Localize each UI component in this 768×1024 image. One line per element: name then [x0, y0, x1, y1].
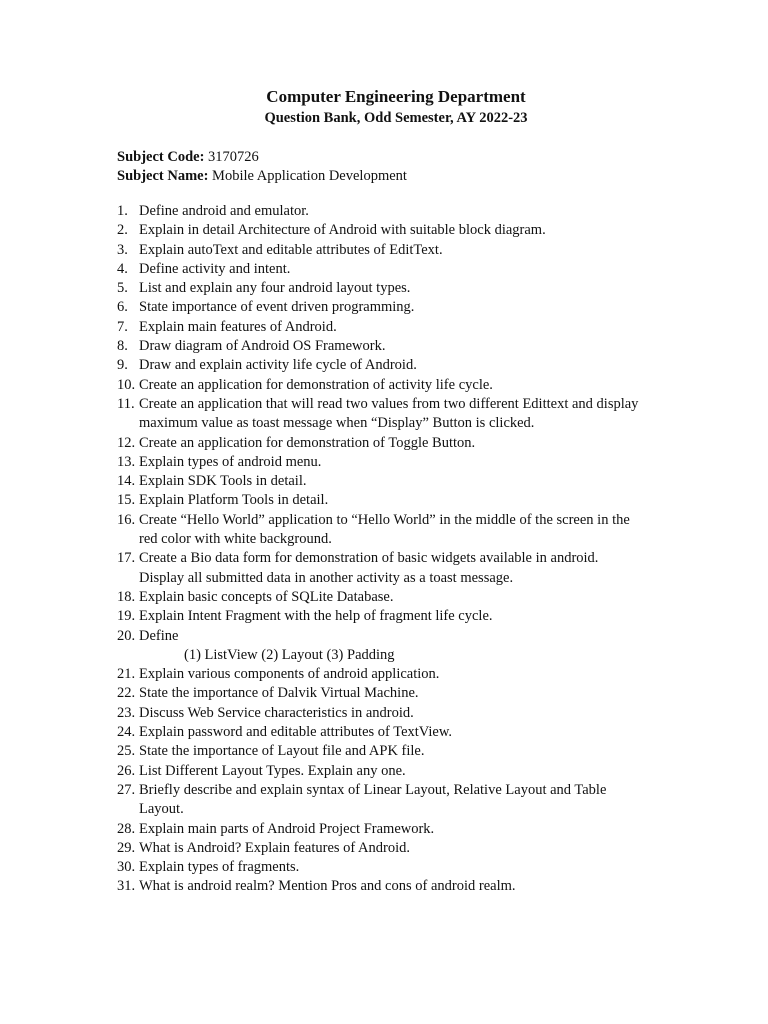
question-text [139, 260, 697, 279]
question-text-line: Briefly describe and explain syntax of Linear Layout, Relative Layout and Table [139, 781, 607, 798]
question-text-line: Explain types of fragments. [139, 859, 300, 876]
question-number: 7. [117, 318, 128, 335]
question-text [139, 434, 697, 453]
question-item [117, 877, 697, 896]
question-text [139, 723, 697, 742]
question-item [117, 434, 697, 453]
question-item [117, 376, 697, 395]
question-text [139, 781, 697, 820]
question-item [117, 260, 697, 279]
question-item [117, 395, 697, 434]
subject-name-line [117, 167, 407, 186]
question-item [117, 684, 697, 703]
question-text [139, 337, 697, 356]
subject-name-label: Subject Name: [117, 168, 209, 184]
question-number: 28. [117, 820, 136, 837]
question-text-line: Explain types of android menu. [139, 453, 322, 470]
question-text-line: Explain password and editable attributes of TextView. [139, 724, 453, 741]
question-item [117, 318, 697, 337]
question-number: 8. [117, 338, 128, 355]
question-text [139, 318, 697, 337]
question-item [117, 549, 697, 588]
question-item [117, 588, 697, 607]
question-text [139, 588, 697, 607]
question-text-line: State the importance of Dalvik Virtual Machine. [139, 685, 419, 702]
question-text-line: Define android and emulator. [139, 203, 309, 219]
question-text [139, 607, 697, 626]
question-text [139, 839, 697, 858]
question-text [139, 241, 697, 260]
question-number: 12. [117, 434, 136, 451]
question-text-line: Create an application that will read two values from two different Edittext and display [139, 395, 639, 412]
question-number: 22. [117, 685, 136, 702]
question-text-line: State importance of event driven programming. [139, 299, 415, 316]
question-subitems: (1) ListView (2) Layout (3) Padding [184, 646, 395, 663]
question-text-line: Draw diagram of Android OS Framework. [139, 338, 386, 355]
question-item [117, 704, 697, 723]
question-list [117, 202, 697, 897]
question-number: 24. [117, 724, 136, 741]
question-number: 15. [117, 492, 136, 509]
question-text-line: Explain in detail Architecture of Android with suitable block diagram. [139, 222, 546, 239]
question-item [117, 762, 697, 781]
question-item [117, 511, 697, 550]
question-text-line: Create an application for demonstration of activity life cycle. [139, 376, 493, 393]
question-item [117, 298, 697, 317]
question-text-line: maximum value as toast message when “Display” Button is clicked. [139, 415, 535, 432]
question-text [139, 491, 697, 510]
question-number: 14. [117, 473, 136, 490]
question-number: 5. [117, 280, 128, 297]
question-text-line: Display all submitted data in another activity as a toast message. [139, 569, 514, 586]
question-number: 16. [117, 511, 136, 528]
question-number: 4. [117, 260, 128, 277]
question-text [139, 453, 697, 472]
question-number: 27. [117, 781, 136, 798]
subject-info [117, 148, 407, 186]
question-text-line: Discuss Web Service characteristics in android. [139, 704, 414, 721]
question-text-line: Create “Hello World” application to “Hello World” in the middle of the screen in the [139, 511, 630, 528]
question-number: 25. [117, 743, 136, 760]
question-text [139, 221, 697, 240]
question-item [117, 279, 697, 298]
question-text [139, 684, 697, 703]
question-number: 23. [117, 704, 136, 721]
question-item [117, 839, 697, 858]
question-text [139, 549, 697, 588]
question-text [139, 704, 697, 723]
question-number: 6. [117, 299, 128, 316]
question-item [117, 665, 697, 684]
question-text-line: Create an application for demonstration of Toggle Button. [139, 434, 476, 451]
question-text-line: Explain Intent Fragment with the help of fragment life cycle. [139, 608, 493, 625]
question-item [117, 453, 697, 472]
question-text [139, 877, 697, 896]
question-item [117, 221, 697, 240]
question-number: 17. [117, 550, 136, 567]
subject-code-label: Subject Code: [117, 149, 205, 165]
question-item [117, 607, 697, 626]
question-text-line: red color with white background. [139, 531, 332, 548]
question-text-line: Explain main parts of Android Project Framework. [139, 820, 435, 837]
question-number: 1. [117, 203, 128, 219]
question-number: 18. [117, 588, 136, 605]
question-text-line: List Different Layout Types. Explain any one. [139, 762, 406, 779]
question-text-line: Explain SDK Tools in detail. [139, 473, 307, 490]
question-number: 13. [117, 453, 136, 470]
question-text [139, 511, 697, 550]
question-item [117, 723, 697, 742]
question-text-line: Draw and explain activity life cycle of Android. [139, 357, 417, 374]
subject-code-value: 3170726 [208, 149, 259, 165]
question-text-line: State the importance of Layout file and APK file. [139, 743, 425, 760]
question-text-line: Explain basic concepts of SQLite Database. [139, 588, 394, 605]
question-item [117, 858, 697, 877]
question-number: 29. [117, 839, 136, 856]
question-item [117, 337, 697, 356]
question-number: 19. [117, 608, 136, 625]
question-text-line: List and explain any four android layout types. [139, 280, 411, 297]
question-item [117, 627, 697, 666]
question-number: 30. [117, 859, 136, 876]
question-text [139, 376, 697, 395]
question-text-line: Define [139, 627, 179, 644]
question-text [139, 356, 697, 375]
question-number: 31. [117, 878, 136, 895]
question-text [139, 395, 697, 434]
question-text [139, 202, 697, 221]
subject-code-line [117, 148, 407, 167]
question-text [139, 858, 697, 877]
question-item [117, 472, 697, 491]
question-number: 11. [117, 395, 135, 412]
question-text-line: What is Android? Explain features of Android. [139, 839, 411, 856]
question-text-line: Explain main features of Android. [139, 318, 337, 335]
department-title: Computer Engineering Department [266, 87, 526, 106]
question-text-line: Explain Platform Tools in detail. [139, 492, 329, 509]
question-number: 21. [117, 666, 136, 683]
question-number: 3. [117, 241, 128, 258]
question-text [139, 742, 697, 761]
question-text [139, 665, 697, 684]
question-text [139, 820, 697, 839]
question-text [139, 279, 697, 298]
question-text-line: Explain various components of android application. [139, 666, 440, 683]
question-item [117, 742, 697, 761]
subject-name-value: Mobile Application Development [212, 168, 407, 184]
question-bank-title: Question Bank, Odd Semester, AY 2022-23 [264, 110, 528, 126]
question-item [117, 241, 697, 260]
question-number: 26. [117, 762, 136, 779]
question-item [117, 491, 697, 510]
question-text-line: Create a Bio data form for demonstration of basic widgets available in android. [139, 550, 599, 567]
question-text-line: What is android realm? Mention Pros and cons of android realm. [139, 878, 516, 895]
question-number: 2. [117, 222, 128, 239]
question-item [117, 202, 697, 221]
question-item [117, 820, 697, 839]
question-number: 9. [117, 357, 128, 374]
question-number: 10. [117, 376, 136, 393]
question-item [117, 781, 697, 820]
question-item [117, 356, 697, 375]
question-text-line: Explain autoText and editable attributes of EditText. [139, 241, 443, 258]
question-text [139, 472, 697, 491]
question-number: 20. [117, 627, 136, 644]
question-text [139, 762, 697, 781]
question-text-line: Define activity and intent. [139, 260, 291, 277]
question-text-line: Layout. [139, 801, 184, 818]
question-text [139, 627, 697, 666]
question-text [139, 298, 697, 317]
